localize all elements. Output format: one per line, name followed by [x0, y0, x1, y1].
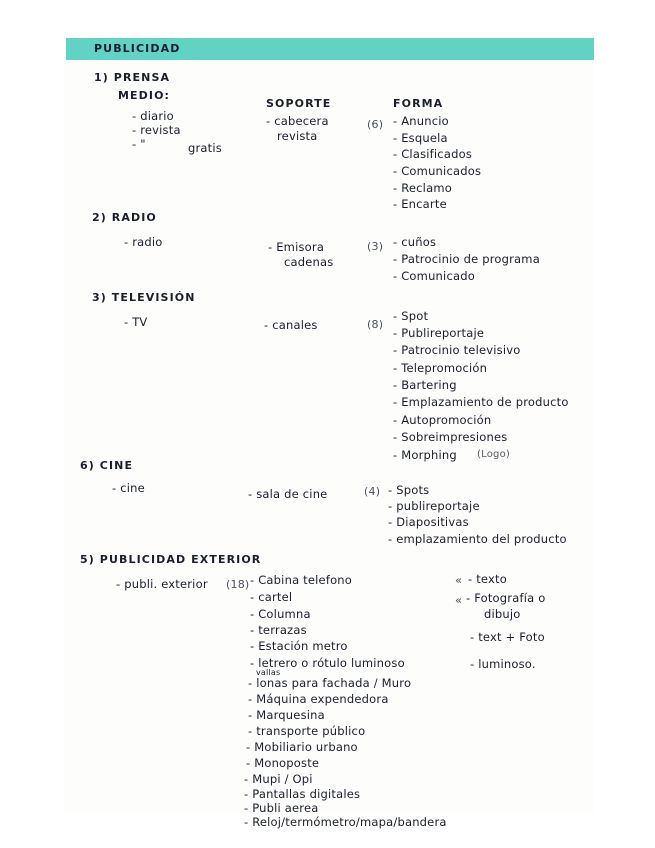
- soporte-item: - Publi aerea: [244, 801, 319, 815]
- soporte-header: SOPORTE: [266, 97, 332, 110]
- cine-soporte: - sala de cine: [248, 487, 328, 501]
- forma-mark: «: [455, 573, 463, 587]
- forma-item: - text + Foto: [470, 630, 545, 644]
- forma-header: FORMA: [393, 97, 444, 110]
- soporte-item: - Mupi / Opi: [244, 772, 313, 786]
- forma-item: - Encarte: [393, 197, 447, 211]
- soporte-item: - Columna: [250, 607, 311, 621]
- soporte-item: - transporte público: [248, 724, 366, 738]
- forma-item: - Fotografía o: [466, 591, 546, 605]
- medio-label: MEDIO:: [118, 89, 171, 102]
- soporte-item: - Máquina expendedora: [248, 692, 389, 706]
- soporte-item: - Mobiliario urbano: [246, 740, 358, 754]
- forma-item: - cuños: [393, 235, 437, 249]
- soporte-item: - cabecera: [266, 114, 329, 128]
- forma-mark: «: [455, 593, 463, 607]
- cine-medio: - cine: [112, 481, 145, 495]
- medio-item: - revista: [132, 123, 181, 137]
- forma-item: - texto: [468, 572, 507, 586]
- prensa-count: (6): [367, 118, 384, 131]
- vallas-note: vallas: [256, 668, 281, 677]
- forma-item: - Autopromoción: [393, 413, 492, 427]
- soporte-item: - cartel: [250, 590, 293, 604]
- forma-item: - Comunicados: [393, 164, 482, 178]
- forma-item: - luminoso.: [470, 657, 536, 671]
- soporte-item: - letrero o rótulo luminoso: [250, 656, 405, 670]
- forma-item: - Telepromoción: [393, 361, 488, 375]
- forma-item: - emplazamiento del producto: [388, 532, 567, 546]
- soporte-item: - lonas para fachada / Muro: [248, 676, 412, 690]
- forma-item: - Patrocinio de programa: [393, 252, 540, 266]
- soporte-item: - terrazas: [250, 623, 307, 637]
- forma-item: - Emplazamiento de producto: [393, 395, 569, 409]
- forma-item: - Bartering: [393, 378, 457, 392]
- soporte-item: - Pantallas digitales: [244, 787, 361, 801]
- forma-item: - Comunicado: [393, 269, 475, 283]
- prensa-heading: 1) PRENSA: [94, 71, 171, 84]
- logo-note: (Logo): [477, 449, 510, 460]
- exterior-medio: - publi. exterior: [116, 577, 208, 591]
- forma-item: - Anuncio: [393, 114, 449, 128]
- forma-item: - Diapositivas: [388, 515, 469, 529]
- exterior-heading: 5) PUBLICIDAD EXTERIOR: [80, 553, 262, 566]
- forma-item: - Publireportaje: [393, 326, 485, 340]
- forma-item: - Clasificados: [393, 147, 473, 161]
- soporte-item: - Estación metro: [250, 639, 348, 653]
- forma-item: - Esquela: [393, 131, 448, 145]
- cine-heading: 6) CINE: [80, 459, 134, 472]
- television-heading: 3) TELEVISIÓN: [92, 291, 196, 304]
- medio-item: - ": [132, 137, 146, 151]
- soporte-item: revista: [277, 129, 318, 143]
- forma-item: - publireportaje: [388, 499, 480, 513]
- forma-item: dibujo: [484, 607, 521, 621]
- forma-item: - Sobreimpresiones: [393, 430, 508, 444]
- television-medio: - TV: [124, 315, 148, 329]
- forma-item: - Morphing: [393, 448, 457, 462]
- radio-heading: 2) RADIO: [92, 211, 157, 224]
- forma-item: - Spot: [393, 309, 429, 323]
- forma-item: - Reclamo: [393, 181, 452, 195]
- television-count: (8): [367, 318, 384, 331]
- medio-item: - diario: [132, 109, 174, 123]
- soporte-item: - Monoposte: [246, 756, 320, 770]
- radio-medio: - radio: [124, 235, 163, 249]
- page-title: PUBLICIDAD: [94, 42, 181, 55]
- medio-item: gratis: [188, 141, 222, 155]
- radio-count: (3): [367, 240, 384, 253]
- soporte-item: - Emisora: [268, 240, 325, 254]
- forma-item: - Patrocinio televisivo: [393, 343, 521, 357]
- forma-item: - Spots: [388, 483, 430, 497]
- television-soporte: - canales: [264, 318, 318, 332]
- cine-count: (4): [364, 485, 381, 498]
- soporte-item: - Marquesina: [248, 708, 325, 722]
- soporte-item: - Cabina telefono: [250, 573, 353, 587]
- soporte-item: - Reloj/termómetro/mapa/bandera: [244, 815, 447, 829]
- exterior-count: (18): [226, 578, 250, 591]
- soporte-item: cadenas: [284, 255, 334, 269]
